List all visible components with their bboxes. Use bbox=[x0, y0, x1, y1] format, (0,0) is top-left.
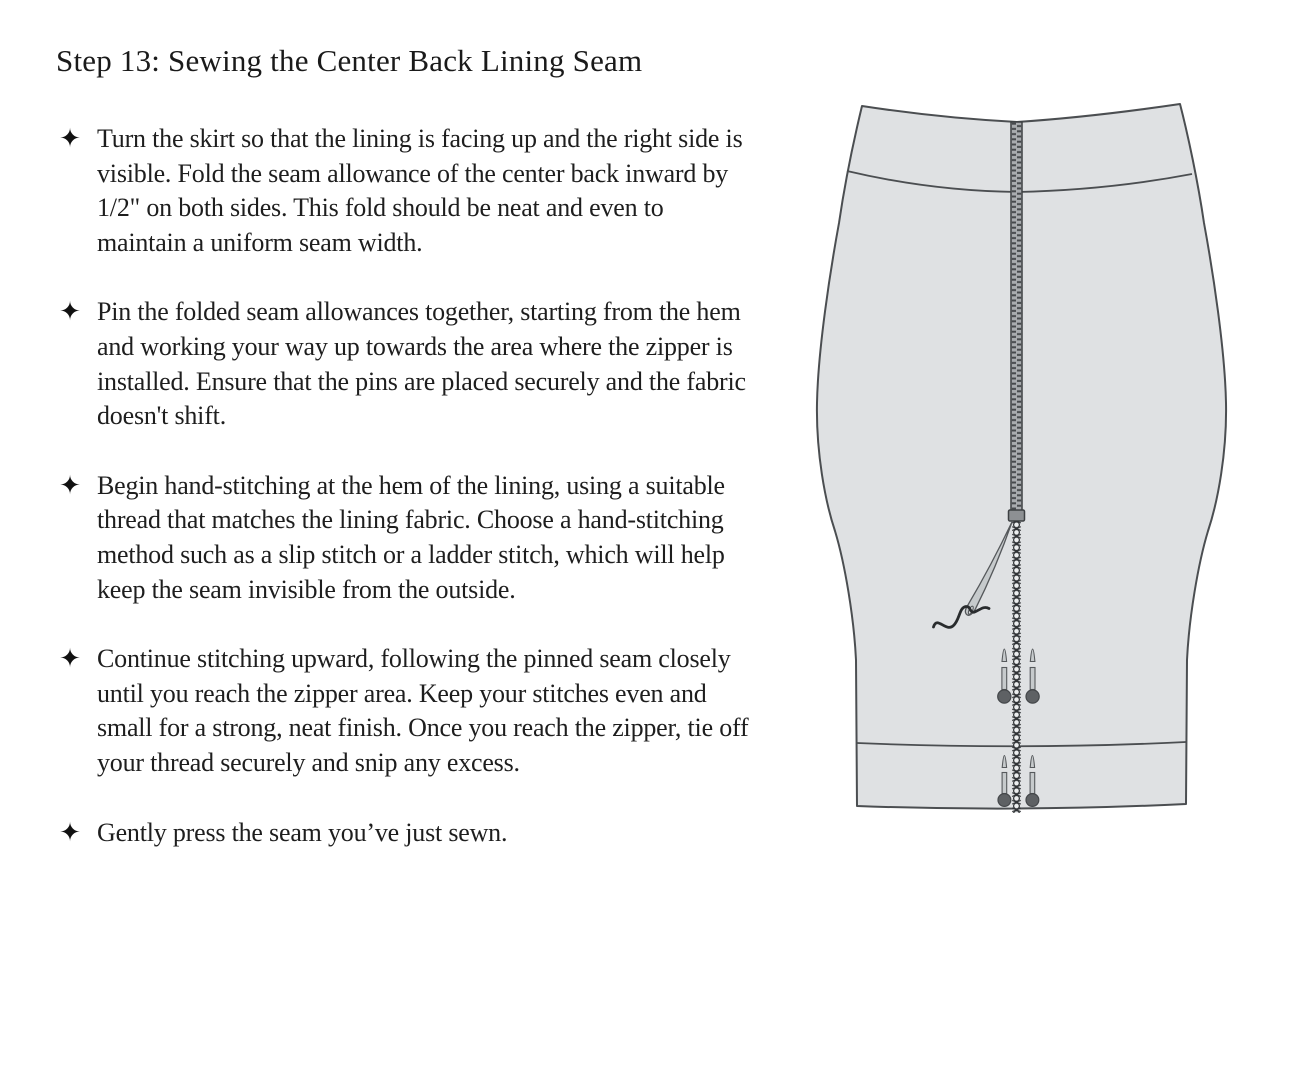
instruction-text: Continue stitching upward, following the pinned seam closely until you reach the zipper area. Keep your stitches even and small for a strong, neat finish. Once you reach the zipper, tie off your thread securely and snip any excess. bbox=[97, 644, 749, 777]
instruction-item bbox=[55, 295, 770, 433]
instruction-list bbox=[55, 122, 770, 885]
star-bullet-icon: ✦ bbox=[59, 297, 81, 328]
instruction-item bbox=[55, 469, 770, 607]
instruction-text: Gently press the seam you’ve just sewn. bbox=[97, 817, 508, 847]
skirt-lining-illustration bbox=[800, 60, 1270, 830]
stitch-chain bbox=[1011, 521, 1023, 813]
instruction-text: Pin the folded seam allowances together, starting from the hem and working your way up towards the area where the zipper is installed. Ensure that the pins are placed securely and the fabric doesn't shift. bbox=[97, 297, 746, 431]
zipper-stop bbox=[1009, 510, 1025, 521]
star-bullet-icon: ✦ bbox=[59, 644, 81, 675]
star-bullet-icon: ✦ bbox=[59, 124, 81, 154]
star-bullet-icon: ✦ bbox=[59, 470, 81, 501]
star-bullet-icon: ✦ bbox=[59, 817, 81, 848]
page-title: Step 13: Sewing the Center Back Lining Seam bbox=[56, 43, 643, 78]
instruction-item bbox=[55, 642, 770, 780]
zipper bbox=[1011, 122, 1022, 511]
instruction-item bbox=[55, 816, 770, 851]
instruction-item bbox=[55, 122, 770, 260]
instruction-text: Turn the skirt so that the lining is facing up and the right side is visible. Fold the seam allowance of the center back inward by 1/2" on both sides. This fold should be neat and even to maintain a uniform seam width. bbox=[97, 124, 743, 257]
skirt-diagram-svg bbox=[800, 60, 1270, 830]
instruction-text: Begin hand-stitching at the hem of the lining, using a suitable thread that matches the lining fabric. Choose a hand-stitching method such as a slip stitch or a ladder stitch, which will help keep the seam invisible from the outside. bbox=[97, 470, 725, 604]
